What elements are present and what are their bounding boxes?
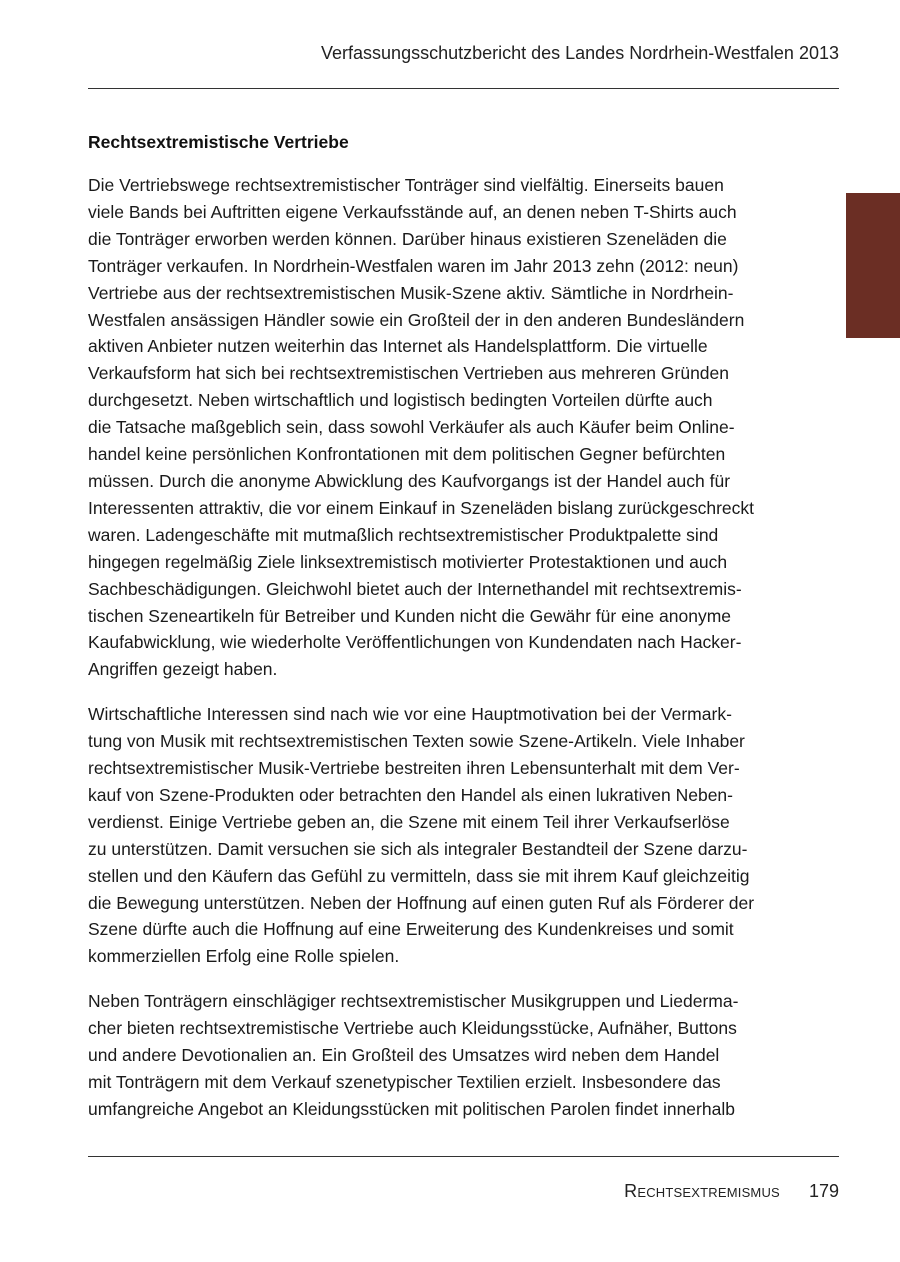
running-header: Verfassungsschutzbericht des Landes Nordrhein-Westfalen 2013 [321,43,839,63]
text-line: Westfalen ansässigen Händler sowie ein Großteil der in den anderen Bundesländern [88,309,745,330]
text-line: verdienst. Einige Vertriebe geben an, die Szene mit einem Teil ihrer Verkaufserlöse [88,811,730,832]
text-line: Wirtschaftliche Interessen sind nach wie vor eine Hauptmotivation bei der Vermark- [88,704,732,725]
text-line: und andere Devotionalien an. Ein Großteil des Umsatzes wird neben dem Handel [88,1045,720,1066]
footer-rule [88,1156,839,1157]
text-line: zu unterstützen. Damit versuchen sie sich als integraler Bestandteil der Szene darzu- [88,838,748,859]
text-line: umfangreiche Angebot an Kleidungsstücken mit politischen Parolen findet innerhalb [88,1098,735,1119]
text-line: Angriffen gezeigt haben. [88,659,278,680]
text-line: Szene dürfte auch die Hoffnung auf eine Erweiterung des Kundenkreises und somit [88,919,734,940]
text-line: viele Bands bei Auftritten eigene Verkaufsstände auf, an denen neben T-Shirts auch [88,201,737,222]
text-line: müssen. Durch die anonyme Abwicklung des Kaufvorgangs ist der Handel auch für [88,470,731,491]
paragraph-tontraeger-textilien [88,988,802,1123]
page-footer [624,1180,839,1202]
text-line: kommerziellen Erfolg eine Rolle spielen. [88,946,400,967]
chapter-color-tab [846,193,900,338]
text-line: die Tonträger erworben werden können. Darüber hinaus existieren Szeneläden die [88,228,727,249]
text-line: Verkaufsform hat sich bei rechtsextremistischen Vertrieben aus mehreren Gründen [88,363,730,384]
text-line: tischen Szeneartikeln für Betreiber und Kunden nicht die Gewähr für eine anonyme [88,605,732,626]
page-number: 179 [808,1181,839,1201]
text-line: rechtsextremistischer Musik-Vertriebe bestreiten ihren Lebensunterhalt mit dem Ver- [88,758,740,779]
page-content [88,130,802,1141]
text-line: handel keine persönlichen Konfrontationen mit dem politischen Gegner befürchten [88,444,726,465]
text-line: kauf von Szene-Produkten oder betrachten den Handel als einen lukrativen Neben- [88,784,733,805]
text-line: Neben Tonträgern einschlägiger rechtsextremistischer Musikgruppen und Liederma- [88,991,739,1012]
text-line: Tonträger verkaufen. In Nordrhein-Westfalen waren im Jahr 2013 zehn (2012: neun) [88,255,739,276]
text-line: durchgesetzt. Neben wirtschaftlich und logistisch bedingten Vorteilen dürfte auch [88,390,713,411]
text-line: aktiven Anbieter nutzen weiterhin das Internet als Handelsplattform. Die virtuelle [88,336,708,357]
text-line: Interessenten attraktiv, die vor einem Einkauf in Szeneläden bislang zurückgeschreckt [88,497,755,518]
text-line: die Tatsache maßgeblich sein, dass sowohl Verkäufer als auch Käufer beim Online- [88,417,735,438]
footer-section-name: Rechtsextremismus [624,1181,780,1201]
text-line: Kaufabwicklung, wie wiederholte Veröffentlichungen von Kundendaten nach Hacker- [88,632,742,653]
text-line: stellen und den Käufern das Gefühl zu vermitteln, dass sie mit ihrem Kauf gleichzeitig [88,865,750,886]
section-heading: Rechtsextremistische Vertriebe [88,132,349,152]
text-line: die Bewegung unterstützen. Neben der Hoffnung auf einen guten Ruf als Förderer der [88,892,755,913]
text-line: waren. Ladengeschäfte mit mutmaßlich rechtsextremistischer Produktpalette sind [88,524,719,545]
text-line: hingegen regelmäßig Ziele linksextremistisch motivierter Protestaktionen und auch [88,551,728,572]
paragraph-vertriebswege [88,172,802,683]
header-rule [88,88,839,89]
text-line: Sachbeschädigungen. Gleichwohl bietet auch der Internethandel mit rechtsextremis- [88,578,742,599]
text-line: Vertriebe aus der rechtsextremistischen Musik-Szene aktiv. Sämtliche in Nordrhein- [88,282,734,303]
text-line: Die Vertriebswege rechtsextremistischer Tonträger sind vielfältig. Einerseits bauen [88,175,724,195]
text-line: mit Tonträgern mit dem Verkauf szenetypischer Textilien erzielt. Insbesondere das [88,1072,721,1092]
paragraph-wirtschaftliche-interessen [88,701,802,970]
text-line: tung von Musik mit rechtsextremistischen Texten sowie Szene-Artikeln. Viele Inhaber [88,731,745,752]
text-line: cher bieten rechtsextremistische Vertriebe auch Kleidungsstücke, Aufnäher, Buttons [88,1018,737,1039]
